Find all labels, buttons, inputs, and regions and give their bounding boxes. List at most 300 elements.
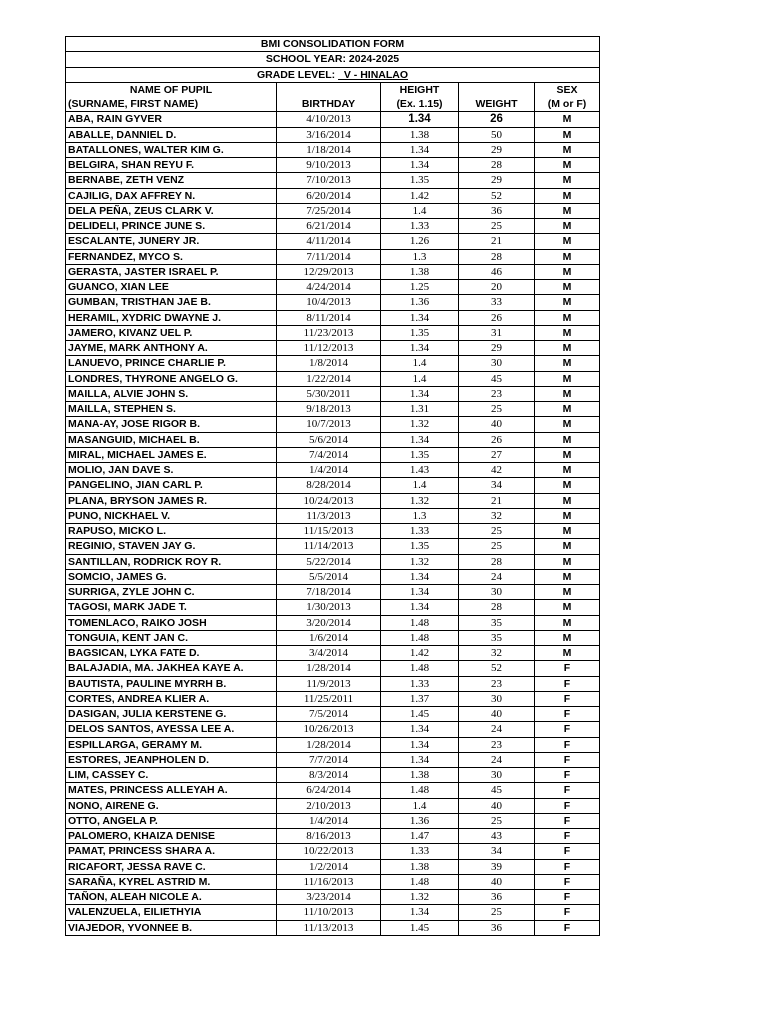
pupil-height: 1.43 bbox=[381, 463, 459, 478]
pupil-weight: 43 bbox=[459, 829, 535, 844]
table-row bbox=[66, 874, 600, 889]
pupil-name: PANGELINO, JIAN CARL P. bbox=[66, 478, 277, 493]
pupil-birthday: 6/24/2014 bbox=[277, 783, 381, 798]
table-row bbox=[66, 188, 600, 203]
pupil-weight: 24 bbox=[459, 752, 535, 767]
table-row bbox=[66, 249, 600, 264]
pupil-weight: 32 bbox=[459, 646, 535, 661]
pupil-birthday: 7/7/2014 bbox=[277, 752, 381, 767]
pupil-height: 1.45 bbox=[381, 707, 459, 722]
pupil-birthday: 11/16/2013 bbox=[277, 874, 381, 889]
pupil-name: PUNO, NICKHAEL V. bbox=[66, 508, 277, 523]
pupil-name: PALOMERO, KHAIZA DENISE bbox=[66, 829, 277, 844]
pupil-weight: 28 bbox=[459, 600, 535, 615]
pupil-height: 1.33 bbox=[381, 524, 459, 539]
pupil-name: DASIGAN, JULIA KERSTENE G. bbox=[66, 707, 277, 722]
pupil-weight: 39 bbox=[459, 859, 535, 874]
pupil-weight: 30 bbox=[459, 356, 535, 371]
pupil-weight: 25 bbox=[459, 539, 535, 554]
pupil-birthday: 9/10/2013 bbox=[277, 158, 381, 173]
table-row bbox=[66, 142, 600, 157]
pupil-name: MAILLA, ALVIE JOHN S. bbox=[66, 386, 277, 401]
table-row bbox=[66, 219, 600, 234]
pupil-sex: M bbox=[535, 417, 600, 432]
table-row bbox=[66, 417, 600, 432]
pupil-birthday: 1/22/2014 bbox=[277, 371, 381, 386]
pupil-name: ESCALANTE, JUNERY JR. bbox=[66, 234, 277, 249]
pupil-birthday: 7/5/2014 bbox=[277, 707, 381, 722]
pupil-birthday: 3/16/2014 bbox=[277, 127, 381, 142]
col-sex-header: SEX bbox=[535, 82, 600, 97]
pupil-name: LONDRES, THYRONE ANGELO G. bbox=[66, 371, 277, 386]
pupil-name: TAÑON, ALEAH NICOLE A. bbox=[66, 890, 277, 905]
pupil-height: 1.33 bbox=[381, 844, 459, 859]
pupil-birthday: 8/11/2014 bbox=[277, 310, 381, 325]
pupil-birthday: 1/28/2014 bbox=[277, 737, 381, 752]
col-name-subheader: (SURNAME, FIRST NAME) bbox=[66, 97, 277, 112]
pupil-height: 1.35 bbox=[381, 173, 459, 188]
pupil-birthday: 12/29/2013 bbox=[277, 264, 381, 279]
pupil-birthday: 11/25/2011 bbox=[277, 691, 381, 706]
pupil-sex: M bbox=[535, 463, 600, 478]
col-sex-subheader: (M or F) bbox=[535, 97, 600, 112]
pupil-height: 1.36 bbox=[381, 813, 459, 828]
header-row-1 bbox=[66, 82, 600, 97]
pupil-birthday: 8/3/2014 bbox=[277, 768, 381, 783]
table-row bbox=[66, 661, 600, 676]
pupil-height: 1.38 bbox=[381, 859, 459, 874]
pupil-weight: 23 bbox=[459, 676, 535, 691]
pupil-sex: M bbox=[535, 173, 600, 188]
pupil-height: 1.34 bbox=[381, 752, 459, 767]
pupil-sex: M bbox=[535, 234, 600, 249]
pupil-birthday: 5/6/2014 bbox=[277, 432, 381, 447]
table-row bbox=[66, 554, 600, 569]
pupil-height: 1.4 bbox=[381, 798, 459, 813]
pupil-birthday: 6/21/2014 bbox=[277, 219, 381, 234]
pupil-sex: M bbox=[535, 539, 600, 554]
pupil-sex: M bbox=[535, 325, 600, 340]
pupil-name: MAILLA, STEPHEN S. bbox=[66, 402, 277, 417]
pupil-name: RAPUSO, MICKO L. bbox=[66, 524, 277, 539]
pupil-weight: 34 bbox=[459, 478, 535, 493]
table-row bbox=[66, 676, 600, 691]
pupil-sex: M bbox=[535, 295, 600, 310]
pupil-height: 1.32 bbox=[381, 554, 459, 569]
col-height-header: HEIGHT bbox=[381, 82, 459, 97]
pupil-weight: 26 bbox=[459, 432, 535, 447]
pupil-name: ESPILLARGA, GERAMY M. bbox=[66, 737, 277, 752]
pupil-sex: M bbox=[535, 188, 600, 203]
col-weight-header: WEIGHT bbox=[459, 97, 535, 112]
pupil-weight: 29 bbox=[459, 142, 535, 157]
pupil-weight: 40 bbox=[459, 798, 535, 813]
pupil-sex: F bbox=[535, 676, 600, 691]
table-row bbox=[66, 844, 600, 859]
pupil-sex: F bbox=[535, 722, 600, 737]
pupil-birthday: 7/25/2014 bbox=[277, 203, 381, 218]
pupil-height: 1.3 bbox=[381, 508, 459, 523]
col-birthday-header-top bbox=[277, 82, 381, 97]
school-year-row bbox=[66, 52, 600, 67]
pupil-sex: M bbox=[535, 402, 600, 417]
pupil-name: LIM, CASSEY C. bbox=[66, 768, 277, 783]
pupil-sex: M bbox=[535, 112, 600, 127]
pupil-sex: M bbox=[535, 615, 600, 630]
pupil-name: NONO, AIRENE G. bbox=[66, 798, 277, 813]
pupil-weight: 29 bbox=[459, 173, 535, 188]
pupil-birthday: 4/11/2014 bbox=[277, 234, 381, 249]
table-row bbox=[66, 630, 600, 645]
pupil-weight: 23 bbox=[459, 386, 535, 401]
pupil-height: 1.34 bbox=[381, 600, 459, 615]
pupil-name: CAJILIG, DAX AFFREY N. bbox=[66, 188, 277, 203]
pupil-weight: 28 bbox=[459, 554, 535, 569]
table-row bbox=[66, 752, 600, 767]
pupil-height: 1.34 bbox=[381, 341, 459, 356]
pupil-birthday: 7/11/2014 bbox=[277, 249, 381, 264]
pupil-height: 1.32 bbox=[381, 890, 459, 905]
pupil-weight: 45 bbox=[459, 371, 535, 386]
pupil-sex: F bbox=[535, 768, 600, 783]
grade-level-value: V - HINALAO bbox=[338, 68, 409, 81]
pupil-birthday: 11/3/2013 bbox=[277, 508, 381, 523]
table-row bbox=[66, 478, 600, 493]
pupil-weight: 34 bbox=[459, 844, 535, 859]
pupil-sex: F bbox=[535, 783, 600, 798]
col-weight-header-top bbox=[459, 82, 535, 97]
table-row bbox=[66, 447, 600, 462]
pupil-birthday: 10/7/2013 bbox=[277, 417, 381, 432]
pupil-height: 1.48 bbox=[381, 615, 459, 630]
pupil-name: BAUTISTA, PAULINE MYRRH B. bbox=[66, 676, 277, 691]
pupil-sex: M bbox=[535, 341, 600, 356]
pupil-sex: F bbox=[535, 859, 600, 874]
pupil-sex: M bbox=[535, 630, 600, 645]
pupil-name: REGINIO, STAVEN JAY G. bbox=[66, 539, 277, 554]
form-title: BMI CONSOLIDATION FORM bbox=[66, 37, 600, 52]
pupil-weight: 25 bbox=[459, 813, 535, 828]
pupil-name: PAMAT, PRINCESS SHARA A. bbox=[66, 844, 277, 859]
bmi-consolidation-table bbox=[65, 36, 600, 936]
pupil-weight: 28 bbox=[459, 249, 535, 264]
pupil-name: VALENZUELA, EILIETHYIA bbox=[66, 905, 277, 920]
pupil-name: MANA-AY, JOSE RIGOR B. bbox=[66, 417, 277, 432]
pupil-name: FERNANDEZ, MYCO S. bbox=[66, 249, 277, 264]
pupil-birthday: 7/10/2013 bbox=[277, 173, 381, 188]
pupil-sex: M bbox=[535, 600, 600, 615]
pupil-height: 1.34 bbox=[381, 737, 459, 752]
table-row bbox=[66, 463, 600, 478]
col-name-header: NAME OF PUPIL bbox=[66, 82, 277, 97]
pupil-height: 1.38 bbox=[381, 768, 459, 783]
pupil-name: MATES, PRINCESS ALLEYAH A. bbox=[66, 783, 277, 798]
pupil-birthday: 7/4/2014 bbox=[277, 447, 381, 462]
pupil-weight: 25 bbox=[459, 524, 535, 539]
pupil-name: SANTILLAN, RODRICK ROY R. bbox=[66, 554, 277, 569]
pupil-height: 1.34 bbox=[381, 112, 459, 127]
pupil-birthday: 1/30/2013 bbox=[277, 600, 381, 615]
pupil-height: 1.34 bbox=[381, 905, 459, 920]
pupil-sex: F bbox=[535, 905, 600, 920]
pupil-sex: F bbox=[535, 752, 600, 767]
pupil-sex: M bbox=[535, 219, 600, 234]
pupil-name: BELGIRA, SHAN REYU F. bbox=[66, 158, 277, 173]
pupil-name: BAGSICAN, LYKA FATE D. bbox=[66, 646, 277, 661]
header-row-2 bbox=[66, 97, 600, 112]
pupil-birthday: 4/24/2014 bbox=[277, 280, 381, 295]
pupil-birthday: 10/22/2013 bbox=[277, 844, 381, 859]
pupil-sex: F bbox=[535, 844, 600, 859]
pupil-height: 1.34 bbox=[381, 585, 459, 600]
pupil-birthday: 6/20/2014 bbox=[277, 188, 381, 203]
pupil-height: 1.36 bbox=[381, 295, 459, 310]
table-row bbox=[66, 264, 600, 279]
table-row bbox=[66, 783, 600, 798]
pupil-height: 1.25 bbox=[381, 280, 459, 295]
pupil-birthday: 1/2/2014 bbox=[277, 859, 381, 874]
pupil-birthday: 1/6/2014 bbox=[277, 630, 381, 645]
pupil-sex: M bbox=[535, 569, 600, 584]
pupil-birthday: 1/8/2014 bbox=[277, 356, 381, 371]
pupil-birthday: 5/5/2014 bbox=[277, 569, 381, 584]
pupil-sex: M bbox=[535, 447, 600, 462]
pupil-height: 1.3 bbox=[381, 249, 459, 264]
pupil-birthday: 10/24/2013 bbox=[277, 493, 381, 508]
pupil-name: GERASTA, JASTER ISRAEL P. bbox=[66, 264, 277, 279]
pupil-name: GUANCO, XIAN LEE bbox=[66, 280, 277, 295]
pupil-sex: M bbox=[535, 310, 600, 325]
pupil-sex: M bbox=[535, 142, 600, 157]
pupil-sex: F bbox=[535, 920, 600, 935]
pupil-sex: F bbox=[535, 661, 600, 676]
pupil-birthday: 1/18/2014 bbox=[277, 142, 381, 157]
pupil-name: BATALLONES, WALTER KIM G. bbox=[66, 142, 277, 157]
pupil-weight: 25 bbox=[459, 905, 535, 920]
pupil-name: DELOS SANTOS, AYESSA LEE A. bbox=[66, 722, 277, 737]
pupil-sex: M bbox=[535, 554, 600, 569]
pupil-weight: 33 bbox=[459, 295, 535, 310]
pupil-name: LANUEVO, PRINCE CHARLIE P. bbox=[66, 356, 277, 371]
pupil-height: 1.48 bbox=[381, 630, 459, 645]
pupil-weight: 32 bbox=[459, 508, 535, 523]
pupil-weight: 21 bbox=[459, 493, 535, 508]
pupil-birthday: 1/4/2014 bbox=[277, 463, 381, 478]
table-row bbox=[66, 920, 600, 935]
pupil-weight: 30 bbox=[459, 585, 535, 600]
pupil-birthday: 1/28/2014 bbox=[277, 661, 381, 676]
col-birthday-header: BIRTHDAY bbox=[277, 97, 381, 112]
pupil-name: RICAFORT, JESSA RAVE C. bbox=[66, 859, 277, 874]
form-title-row bbox=[66, 37, 600, 52]
pupil-weight: 40 bbox=[459, 417, 535, 432]
table-row bbox=[66, 524, 600, 539]
table-row bbox=[66, 341, 600, 356]
pupil-height: 1.48 bbox=[381, 783, 459, 798]
pupil-weight: 29 bbox=[459, 341, 535, 356]
pupil-height: 1.26 bbox=[381, 234, 459, 249]
pupil-birthday: 10/26/2013 bbox=[277, 722, 381, 737]
pupil-height: 1.35 bbox=[381, 325, 459, 340]
pupil-sex: F bbox=[535, 798, 600, 813]
pupil-sex: F bbox=[535, 707, 600, 722]
pupil-height: 1.34 bbox=[381, 722, 459, 737]
pupil-birthday: 5/22/2014 bbox=[277, 554, 381, 569]
pupil-weight: 45 bbox=[459, 783, 535, 798]
table-row bbox=[66, 493, 600, 508]
pupil-birthday: 11/14/2013 bbox=[277, 539, 381, 554]
pupil-sex: F bbox=[535, 737, 600, 752]
pupil-birthday: 3/23/2014 bbox=[277, 890, 381, 905]
pupil-height: 1.47 bbox=[381, 829, 459, 844]
grade-level-label: GRADE LEVEL: bbox=[256, 68, 339, 81]
pupil-sex: F bbox=[535, 829, 600, 844]
pupil-sex: F bbox=[535, 874, 600, 889]
grade-level-row bbox=[66, 67, 600, 82]
school-year: SCHOOL YEAR: 2024-2025 bbox=[66, 52, 600, 67]
table-row bbox=[66, 905, 600, 920]
pupil-height: 1.34 bbox=[381, 142, 459, 157]
table-row bbox=[66, 829, 600, 844]
pupil-height: 1.33 bbox=[381, 676, 459, 691]
pupil-height: 1.35 bbox=[381, 539, 459, 554]
table-row bbox=[66, 386, 600, 401]
pupil-name: ESTORES, JEANPHOLEN D. bbox=[66, 752, 277, 767]
pupil-birthday: 2/10/2013 bbox=[277, 798, 381, 813]
pupil-weight: 24 bbox=[459, 722, 535, 737]
pupil-height: 1.38 bbox=[381, 264, 459, 279]
pupil-name: HERAMIL, XYDRIC DWAYNE J. bbox=[66, 310, 277, 325]
pupil-sex: M bbox=[535, 280, 600, 295]
pupil-weight: 30 bbox=[459, 768, 535, 783]
table-row bbox=[66, 737, 600, 752]
table-row bbox=[66, 722, 600, 737]
table-row bbox=[66, 798, 600, 813]
table-row bbox=[66, 295, 600, 310]
pupil-height: 1.42 bbox=[381, 188, 459, 203]
table-row bbox=[66, 356, 600, 371]
pupil-weight: 26 bbox=[459, 310, 535, 325]
table-row bbox=[66, 127, 600, 142]
pupil-weight: 40 bbox=[459, 707, 535, 722]
table-row bbox=[66, 158, 600, 173]
table-row bbox=[66, 432, 600, 447]
pupil-height: 1.4 bbox=[381, 478, 459, 493]
pupil-weight: 20 bbox=[459, 280, 535, 295]
pupil-weight: 46 bbox=[459, 264, 535, 279]
pupil-name: ABALLE, DANNIEL D. bbox=[66, 127, 277, 142]
table-row bbox=[66, 310, 600, 325]
pupil-weight: 30 bbox=[459, 691, 535, 706]
pupil-sex: M bbox=[535, 432, 600, 447]
pupil-height: 1.34 bbox=[381, 386, 459, 401]
pupil-weight: 52 bbox=[459, 661, 535, 676]
pupil-height: 1.32 bbox=[381, 417, 459, 432]
pupil-name: BERNABE, ZETH VENZ bbox=[66, 173, 277, 188]
pupil-name: VIAJEDOR, YVONNEE B. bbox=[66, 920, 277, 935]
pupil-birthday: 11/15/2013 bbox=[277, 524, 381, 539]
pupil-weight: 36 bbox=[459, 920, 535, 935]
pupil-name: GUMBAN, TRISTHAN JAE B. bbox=[66, 295, 277, 310]
pupil-height: 1.4 bbox=[381, 356, 459, 371]
pupil-sex: F bbox=[535, 691, 600, 706]
pupil-sex: M bbox=[535, 508, 600, 523]
table-row bbox=[66, 539, 600, 554]
pupil-weight: 35 bbox=[459, 630, 535, 645]
pupil-birthday: 10/4/2013 bbox=[277, 295, 381, 310]
pupil-height: 1.34 bbox=[381, 158, 459, 173]
table-row bbox=[66, 768, 600, 783]
pupil-height: 1.48 bbox=[381, 661, 459, 676]
pupil-birthday: 11/12/2013 bbox=[277, 341, 381, 356]
pupil-name: MASANGUID, MICHAEL B. bbox=[66, 432, 277, 447]
pupil-weight: 23 bbox=[459, 737, 535, 752]
table-row bbox=[66, 508, 600, 523]
table-row bbox=[66, 890, 600, 905]
table-row bbox=[66, 600, 600, 615]
table-row bbox=[66, 402, 600, 417]
pupil-sex: M bbox=[535, 478, 600, 493]
pupil-sex: M bbox=[535, 203, 600, 218]
pupil-birthday: 9/18/2013 bbox=[277, 402, 381, 417]
pupil-sex: M bbox=[535, 493, 600, 508]
pupil-name: ABA, RAIN GYVER bbox=[66, 112, 277, 127]
pupil-height: 1.37 bbox=[381, 691, 459, 706]
table-row bbox=[66, 173, 600, 188]
table-row bbox=[66, 691, 600, 706]
pupil-height: 1.4 bbox=[381, 203, 459, 218]
pupil-height: 1.34 bbox=[381, 310, 459, 325]
pupil-birthday: 11/23/2013 bbox=[277, 325, 381, 340]
pupil-height: 1.42 bbox=[381, 646, 459, 661]
pupil-name: MOLIO, JAN DAVE S. bbox=[66, 463, 277, 478]
pupil-weight: 42 bbox=[459, 463, 535, 478]
table-row bbox=[66, 585, 600, 600]
pupil-weight: 35 bbox=[459, 615, 535, 630]
pupil-weight: 28 bbox=[459, 158, 535, 173]
pupil-sex: M bbox=[535, 264, 600, 279]
pupil-weight: 24 bbox=[459, 569, 535, 584]
pupil-height: 1.35 bbox=[381, 447, 459, 462]
table-row bbox=[66, 707, 600, 722]
pupil-birthday: 11/13/2013 bbox=[277, 920, 381, 935]
pupil-sex: F bbox=[535, 813, 600, 828]
pupil-birthday: 4/10/2013 bbox=[277, 112, 381, 127]
pupil-height: 1.45 bbox=[381, 920, 459, 935]
table-row bbox=[66, 813, 600, 828]
pupil-name: PLANA, BRYSON JAMES R. bbox=[66, 493, 277, 508]
pupil-weight: 21 bbox=[459, 234, 535, 249]
table-row bbox=[66, 615, 600, 630]
table-row bbox=[66, 371, 600, 386]
pupil-birthday: 5/30/2011 bbox=[277, 386, 381, 401]
pupil-height: 1.33 bbox=[381, 219, 459, 234]
pupil-name: JAYME, MARK ANTHONY A. bbox=[66, 341, 277, 356]
pupil-birthday: 7/18/2014 bbox=[277, 585, 381, 600]
pupil-weight: 25 bbox=[459, 402, 535, 417]
pupil-name: TONGUIA, KENT JAN C. bbox=[66, 630, 277, 645]
table-row bbox=[66, 112, 600, 127]
table-row bbox=[66, 280, 600, 295]
pupil-weight: 31 bbox=[459, 325, 535, 340]
pupil-birthday: 1/4/2014 bbox=[277, 813, 381, 828]
pupil-sex: M bbox=[535, 646, 600, 661]
grade-level bbox=[66, 67, 600, 82]
pupil-name: OTTO, ANGELA P. bbox=[66, 813, 277, 828]
pupil-height: 1.4 bbox=[381, 371, 459, 386]
pupil-name: DELA PEÑA, ZEUS CLARK V. bbox=[66, 203, 277, 218]
table-row bbox=[66, 203, 600, 218]
